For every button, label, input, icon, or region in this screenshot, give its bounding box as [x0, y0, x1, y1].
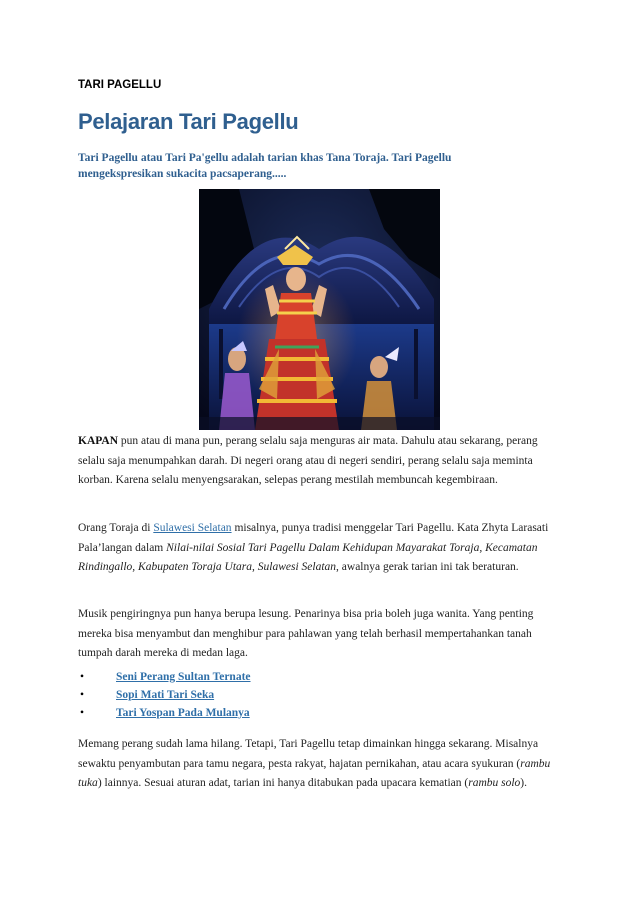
- paragraph-3: Musik pengiringnya pun hanya berupa lesung. Penarinya bisa pria boleh juga wanita. Yang penting mereka bisa menyambut dan menghibur para pahlawan yang telah berhasil mempertahankan tanah tumpah darah mereka di medan laga.: [78, 608, 534, 659]
- related-link-3[interactable]: Tari Yospan Pada Mulanya: [116, 707, 250, 719]
- paragraph-4-middle: ) lainnya. Sesuai aturan adat, tarian ini hanya ditabukan pada upacara kematian (: [97, 777, 469, 789]
- paragraph-4-end: ).: [520, 777, 528, 789]
- document-label: TARI PAGELLU: [78, 79, 162, 91]
- list-item: [78, 668, 498, 686]
- list-item: [78, 686, 498, 704]
- paragraph-4: [78, 735, 564, 794]
- paragraph-2-end: , awalnya gerak tarian ini tak beraturan.: [336, 561, 519, 573]
- article-title: Pelajaran Tari Pagellu: [78, 109, 299, 134]
- bullet: •: [80, 671, 85, 683]
- article-lead: [78, 150, 518, 182]
- paragraph-2: [78, 519, 564, 578]
- rambu-solo-term: rambu solo: [468, 777, 521, 789]
- bullet: •: [80, 707, 85, 719]
- related-link-1[interactable]: Seni Perang Sultan Ternate: [116, 671, 251, 683]
- lead-line-1: Tari Pagellu atau Tari Pa'gellu adalah tarian khas Tana Toraja. Tari Pagellu: [78, 152, 452, 164]
- list-item: [78, 704, 498, 722]
- paragraph-1-lead-word: KAPAN: [78, 435, 119, 447]
- related-link-2[interactable]: Sopi Mati Tari Seka: [116, 689, 215, 701]
- book-title: Nilai-nilai Sosial Tari Pagellu Dalam Kehidupan Mayarakat Toraja, Kecamatan Rindingallo, Kabupaten Toraja Utara, Sulawesi Selatan: [78, 541, 538, 573]
- lead-line-2: mengekspresikan sukacita pacsaperang.....: [78, 168, 287, 180]
- paragraph-2-start: Orang Toraja di: [78, 522, 154, 534]
- dancer-photo-image: [199, 189, 440, 430]
- paragraph-4-start: Memang perang sudah lama hilang. Tetapi, Tari Pagellu tetap dimainkan hingga sekarang. Misalnya sewaktu penyambutan para tamu negara, pesta rakyat, hajatan pernikahan, atau acara syukuran (: [78, 738, 539, 770]
- sulawesi-selatan-link[interactable]: Sulawesi Selatan: [153, 522, 232, 534]
- dancer-photo: [199, 189, 440, 430]
- paragraph-1: [78, 432, 564, 491]
- paragraph-1-text: pun atau di mana pun, perang selalu saja menguras air mata. Dahulu atau sekarang, perang selalu saja menumpahkan darah. Di negeri orang atau di negeri sendiri, perang selalu saja meminta korban. Karena selalu menyengsarakan, selepas perang mestilah membuncah kegembiraan.: [78, 435, 538, 486]
- bullet: •: [80, 689, 85, 701]
- paragraph-2-middle: misalnya, punya tradisi menggelar Tari Pagellu. Kata Zhyta Larasati Pala’langan dalam: [78, 522, 549, 554]
- rambu-tuka-term: rambu tuka: [78, 757, 551, 789]
- related-links-list: [78, 668, 498, 722]
